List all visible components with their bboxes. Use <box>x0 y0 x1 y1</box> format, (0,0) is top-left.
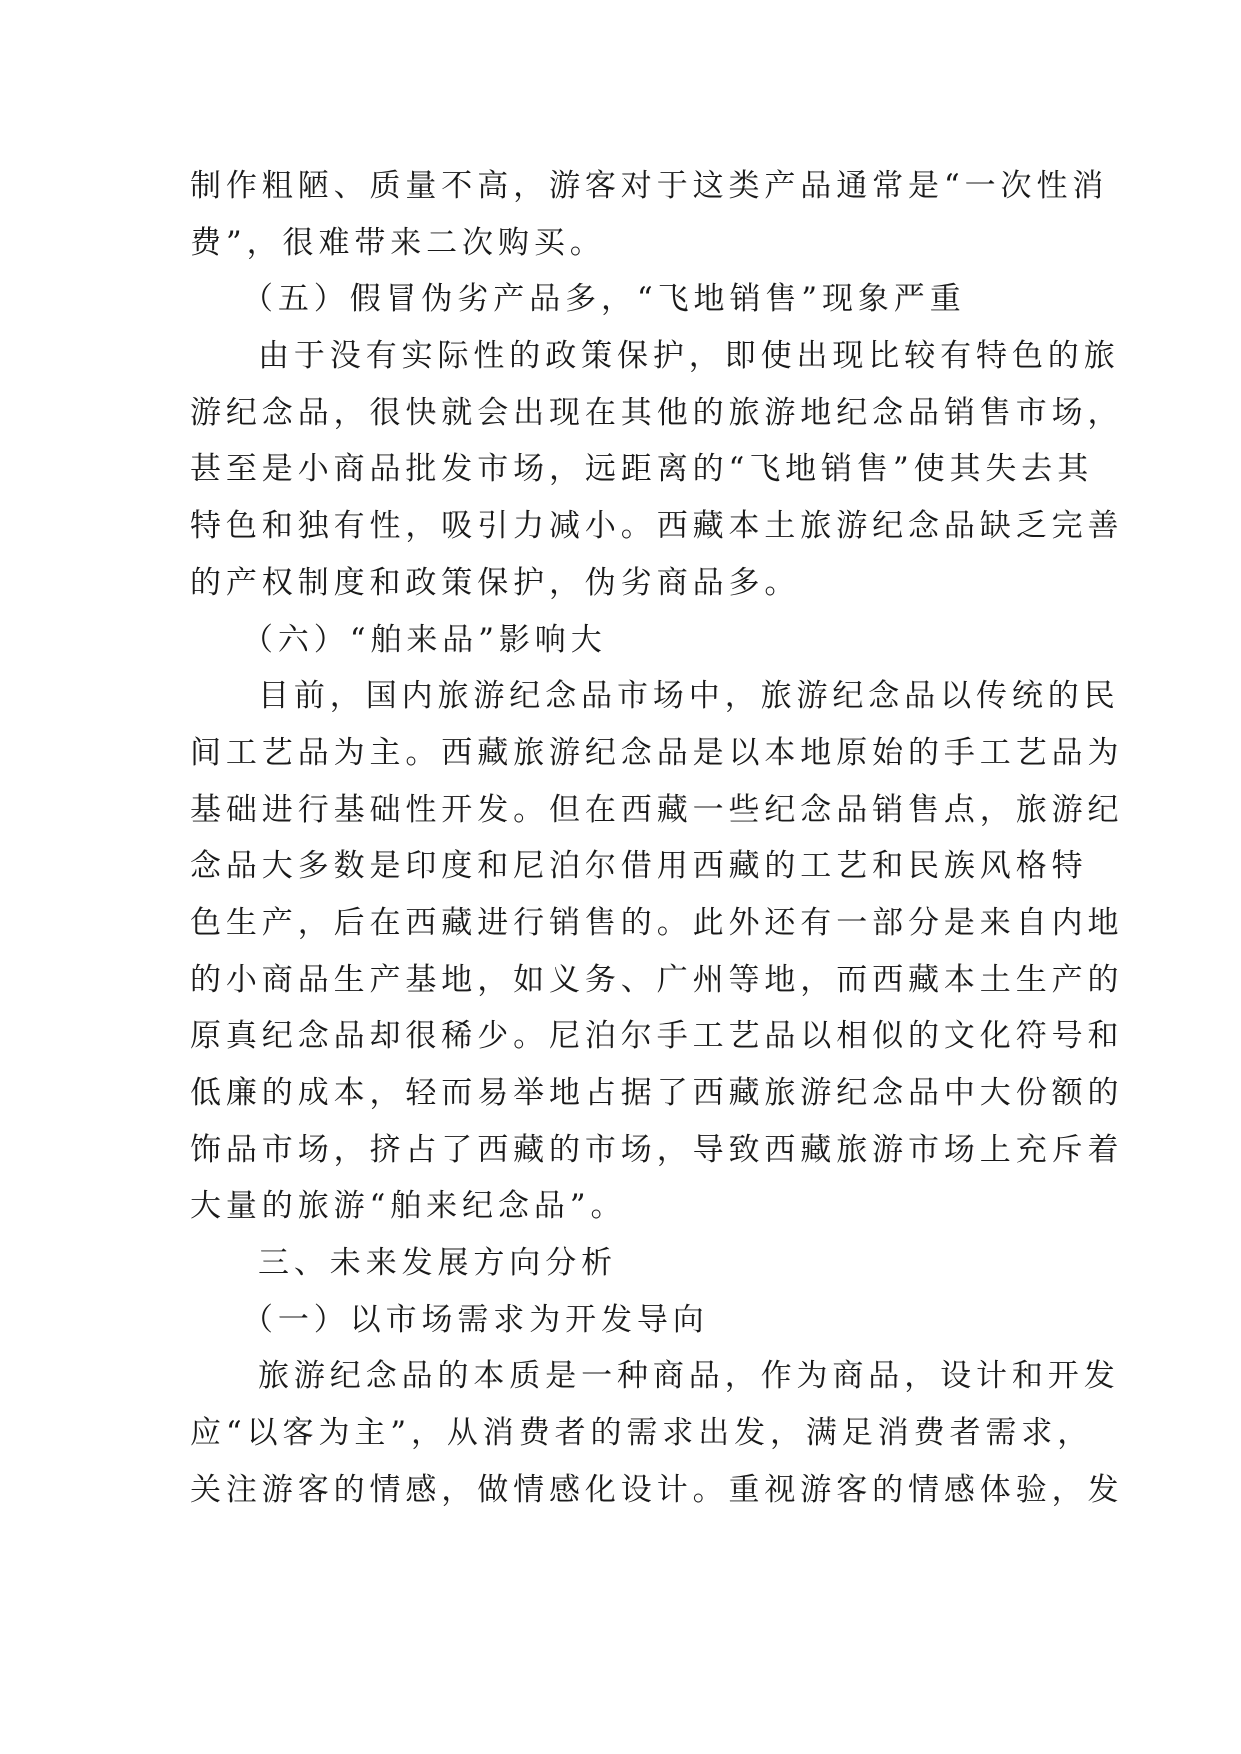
text-line: 关注游客的情感，做情感化设计。重视游客的情感体验，发 <box>190 1471 1124 1508</box>
text-line: 特色和独有性，吸引力减小。西藏本土旅游纪念品缺乏完善 <box>190 508 1124 545</box>
text-line: 旅游纪念品的本质是一种商品，作为商品，设计和开发 <box>258 1358 1120 1395</box>
text-line: 应“以客为主”，从消费者的需求出发，满足消费者需求， <box>190 1415 1094 1452</box>
section-heading: （一）以市场需求为开发导向 <box>242 1301 709 1338</box>
text-line: 念品大多数是印度和尼泊尔借用西藏的工艺和民族风格特 <box>190 848 1088 885</box>
text-line: 费”，很难带来二次购买。 <box>190 224 606 261</box>
text-line: 低廉的成本，轻而易举地占据了西藏旅游纪念品中大份额的 <box>190 1075 1124 1111</box>
text-line: 色生产，后在西藏进行销售的。此外还有一部分是来自内地 <box>190 904 1124 941</box>
section-heading: （六）“舶来品”影响大 <box>242 621 607 658</box>
body-text <box>190 158 1124 1519</box>
text-line: 原真纪念品却很稀少。尼泊尔手工艺品以相似的文化符号和 <box>190 1018 1124 1055</box>
chapter-heading: 三、未来发展方向分析 <box>258 1245 617 1282</box>
text-line: 的产权制度和政策保护，伪劣商品多。 <box>190 564 801 601</box>
text-line: 间工艺品为主。西藏旅游纪念品是以本地原始的手工艺品为 <box>190 734 1124 771</box>
text-line: 甚至是小商品批发市场，远距离的“飞地销售”使其失去其 <box>190 451 1094 488</box>
text-line: 饰品市场，挤占了西藏的市场，导致西藏旅游市场上充斥着 <box>190 1131 1124 1168</box>
text-line: 大量的旅游“舶来纪念品”。 <box>190 1188 627 1225</box>
text-line: 制作粗陋、质量不高，游客对于这类产品通常是“一次性消 <box>190 168 1109 204</box>
section-heading: （五）假冒伪劣产品多，“飞地销售”现象严重 <box>242 281 966 318</box>
text-line: 目前，国内旅游纪念品市场中，旅游纪念品以传统的民 <box>258 678 1120 715</box>
text-line: 游纪念品，很快就会出现在其他的旅游地纪念品销售市场， <box>190 394 1124 431</box>
text-line: 基础进行基础性开发。但在西藏一些纪念品销售点，旅游纪 <box>190 791 1124 828</box>
text-line: 由于没有实际性的政策保护，即使出现比较有特色的旅 <box>258 338 1120 375</box>
text-line: 的小商品生产基地，如义务、广州等地，而西藏本土生产的 <box>190 961 1124 998</box>
